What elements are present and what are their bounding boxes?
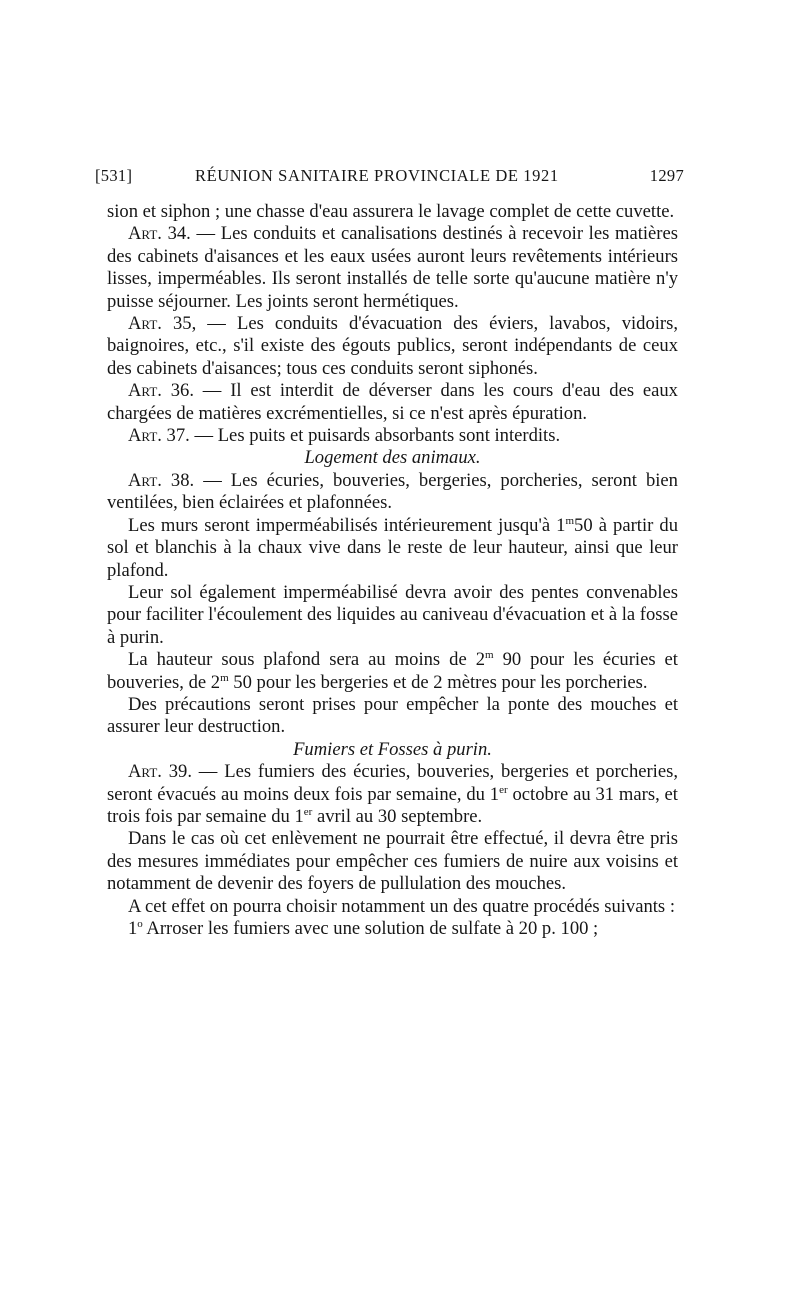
text-fragment: 1 [128, 918, 138, 939]
running-header [95, 166, 684, 190]
text-fragment: avril au 30 septembre. [312, 805, 483, 827]
article-38 [107, 470, 678, 515]
superscript: o [137, 918, 143, 930]
text-fragment: La hauteur sous plafond sera au moins de 2 [128, 649, 486, 671]
paragraph-height [107, 649, 678, 694]
text-fragment: Les murs seront imperméabilisés intérieurement jusqu'à 1 [128, 514, 566, 536]
article-39 [107, 761, 678, 828]
article-label: Art. 36. [128, 380, 194, 402]
paragraph-floor: Leur sol également imperméabilisé devra avoir des pentes convenables pour faciliter l'écoulement des liquides au caniveau d'évacuation et à la fosse à purin. [107, 581, 678, 648]
paragraph-walls [107, 515, 678, 582]
article-text: — Les conduits et canalisations destinés à recevoir les matières des cabinets d'aisances et les eaux usées auront leurs revêtements intérieurs lisses, imperméables. Ils seront installés de telle sorte qu'aucune matière n'y puisse séjourner. Les joints seront hermétiques. [107, 223, 678, 312]
article-text: — Il est interdit de déverser dans les cours d'eau des eaux chargées de matières excrémentielles, si ce n'est après épuration. [107, 380, 678, 424]
paragraph-continuation: sion et siphon ; une chasse d'eau assurera le lavage complet de cette cuvette. [107, 201, 675, 222]
section-heading-manure: Fumiers et Fosses à purin. [293, 738, 492, 760]
body-text [107, 201, 678, 940]
article-label: Art. 39. [128, 761, 192, 783]
superscript: m [220, 671, 229, 684]
text-fragment: Arroser les fumiers avec une solution de sulfate à 20 p. 100 ; [142, 918, 599, 939]
superscript: er [499, 783, 508, 796]
article-34 [107, 223, 678, 313]
article-label: Art. 35, [128, 313, 197, 335]
article-35 [107, 313, 678, 380]
procedure-item-1 [107, 918, 678, 940]
article-label: Art. 38. [128, 469, 195, 491]
text-fragment: octobre au 31 mars, et trois fois par semaine du 1 [107, 783, 678, 827]
text-fragment: 90 pour les écuries et bouveries, de 2 [107, 649, 678, 693]
text-fragment: 50 à partir du sol et blanchis à la chaux vive dans le reste de leur hauteur, ainsi que leur plafond. [107, 514, 678, 581]
article-37 [107, 425, 678, 447]
header-reference: [531] [95, 166, 133, 185]
article-36 [107, 380, 678, 425]
text-fragment: — Les fumiers des écuries, bouveries, bergeries et porcheries, seront évacués au moins deux fois par semaine, du 1 [107, 761, 678, 805]
article-text: — Les écuries, bouveries, bergeries, porcheries, seront bien ventilées, bien éclairées et plafonnées. [107, 469, 678, 514]
article-label: Art. 37. [128, 425, 190, 447]
superscript: er [303, 805, 313, 818]
superscript: m [485, 649, 494, 662]
text-fragment: 50 pour les bergeries et de 2 mètres pour les porcheries. [228, 671, 648, 693]
paragraph-procedures: A cet effet on pourra choisir notamment un des quatre procédés suivants : [128, 895, 675, 917]
header-title: RÉUNION SANITAIRE PROVINCIALE DE 1921 [195, 166, 559, 185]
article-text: — Les puits et puisards absorbants sont interdits. [189, 425, 561, 447]
article-label: Art. 34. [128, 223, 191, 245]
paragraph-removal: Dans le cas où cet enlèvement ne pourrait être effectué, il devra être pris des mesures immédiates pour empêcher ces fumiers de nuire aux voisins et notamment de devenir des foyers de pullulation des mouches. [107, 828, 678, 895]
article-text: — Les conduits d'évacuation des éviers, lavabos, vidoirs, baignoires, etc., s'il existe des égouts publics, seront indépendants de ceux des cabinets d'aisances; tous ces conduits seront siphonés. [107, 313, 678, 379]
page-number: 1297 [649, 166, 684, 185]
paragraph-precautions: Des précautions seront prises pour empêcher la ponte des mouches et assurer leur destruction. [107, 693, 678, 738]
superscript: m [565, 514, 575, 527]
section-heading-animals: Logement des animaux. [304, 447, 481, 469]
